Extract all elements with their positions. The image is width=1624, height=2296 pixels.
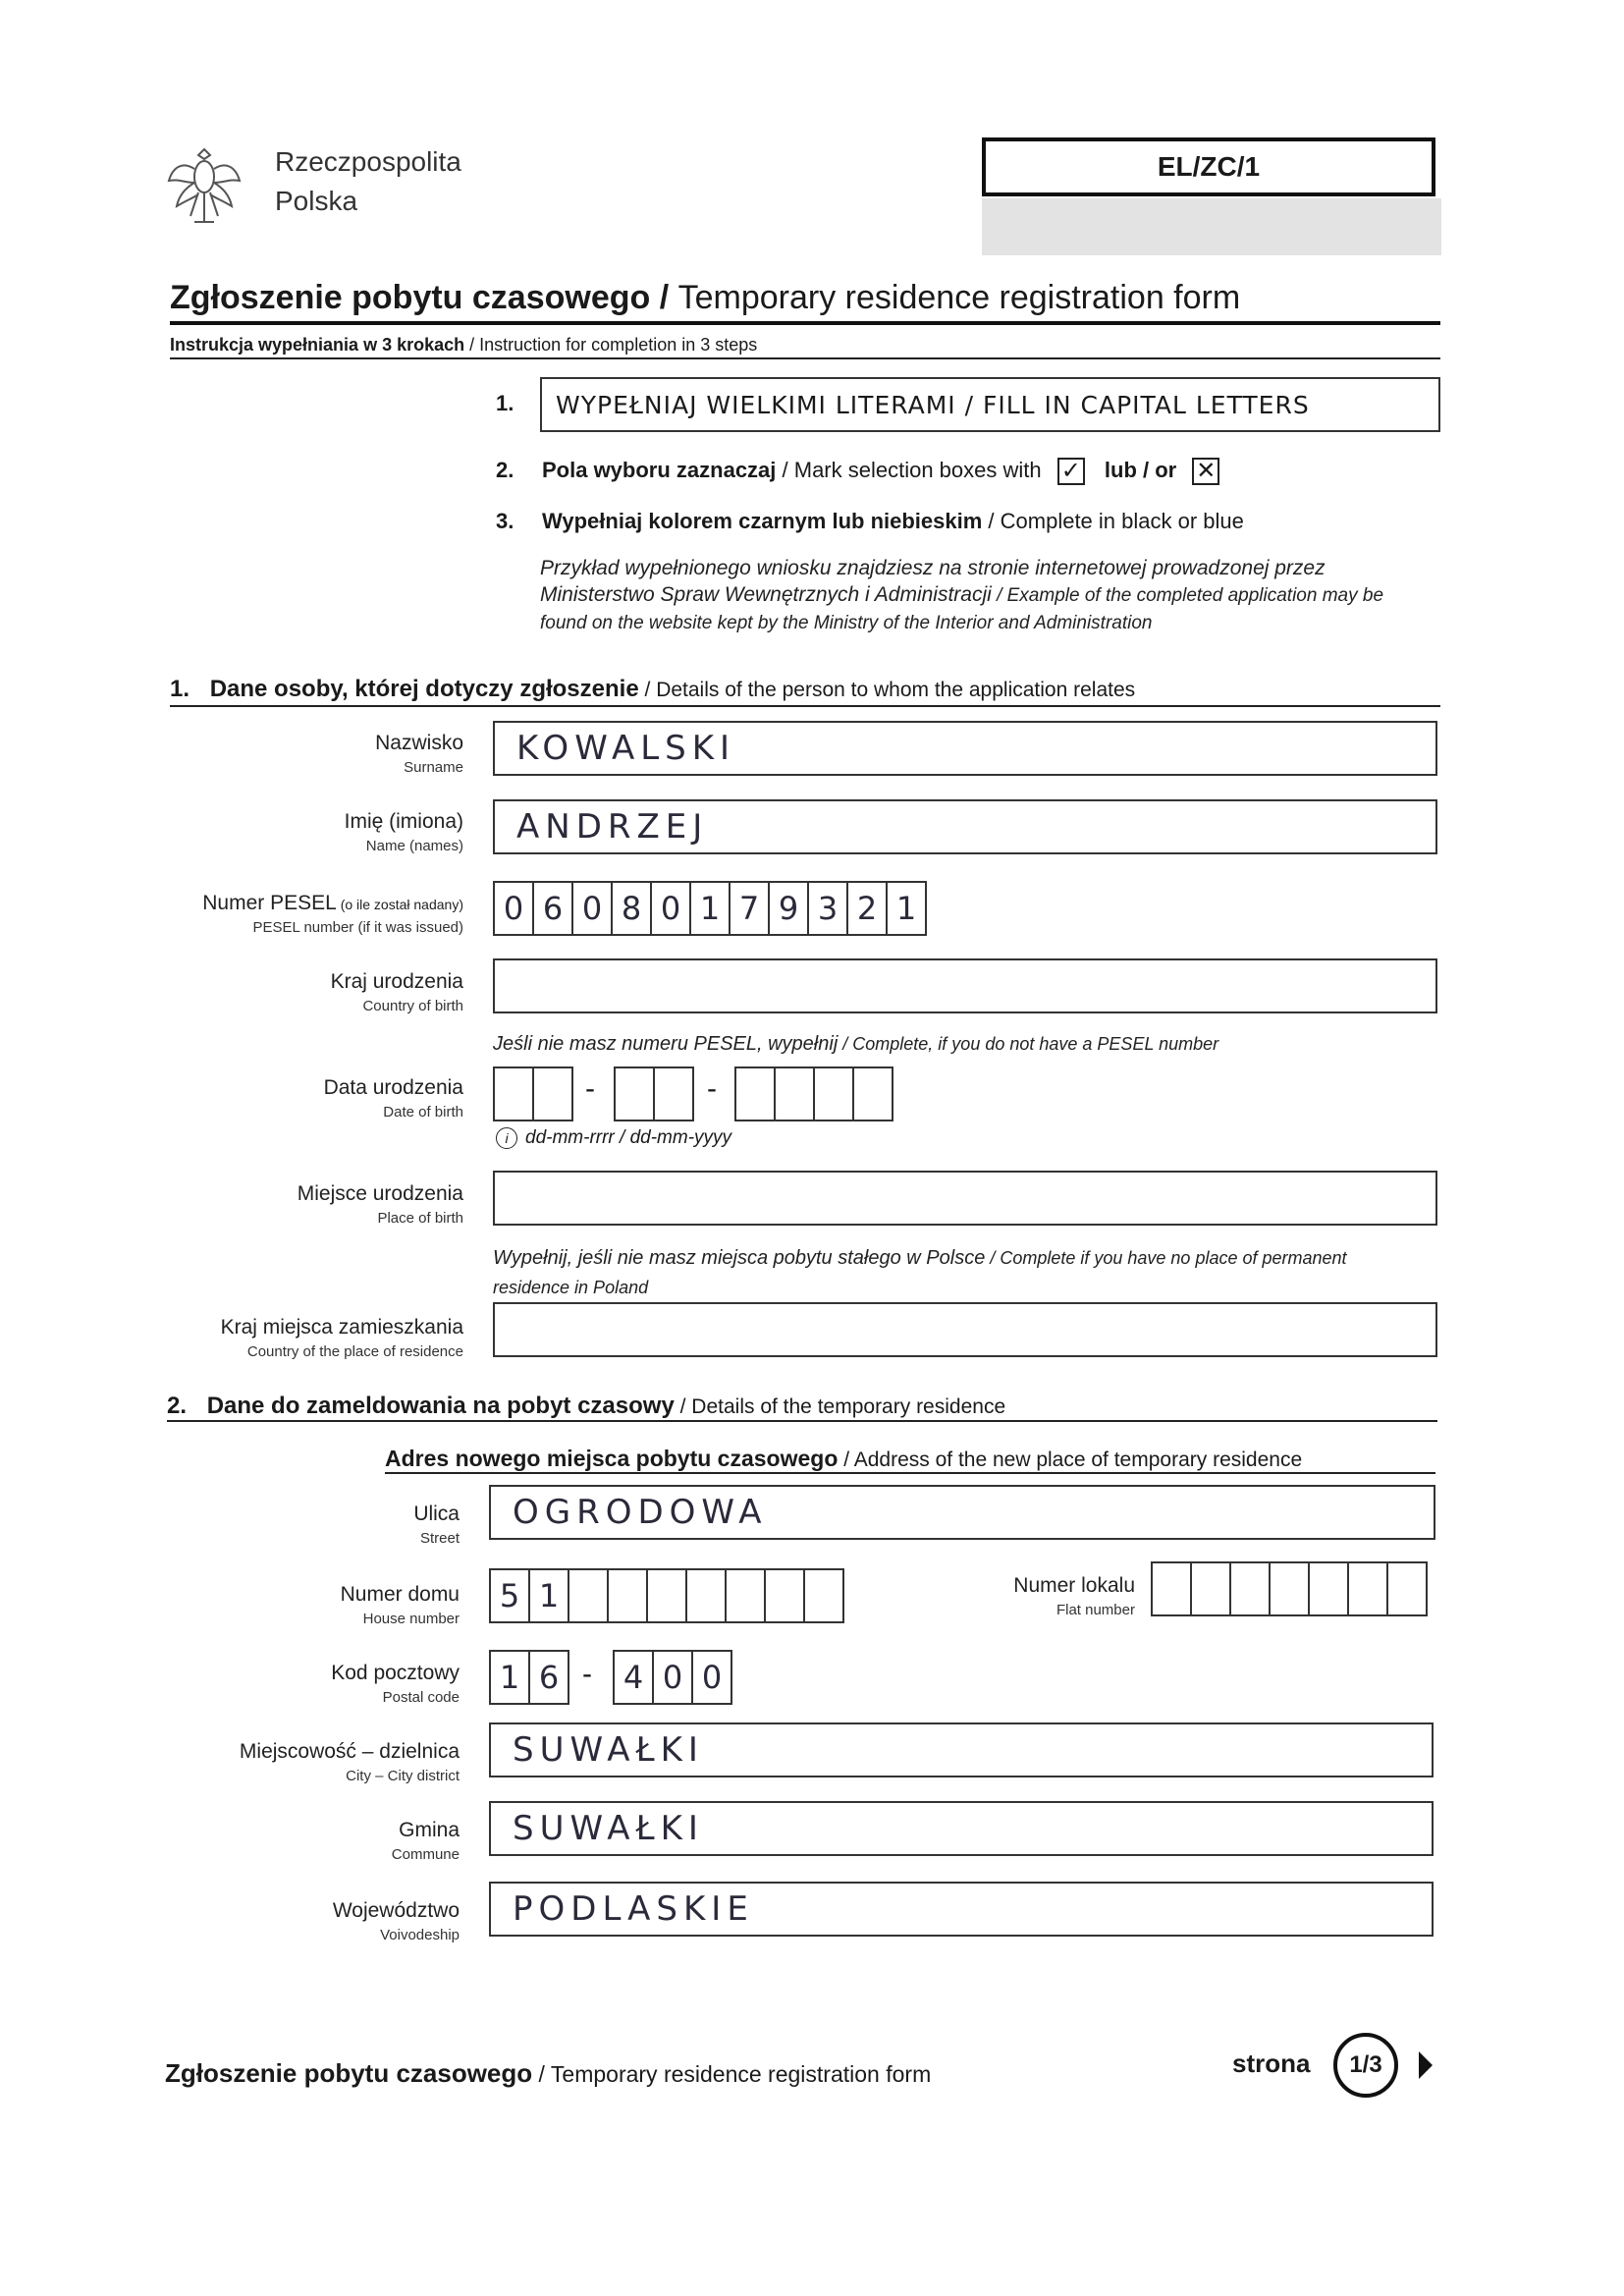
city-label-en: City – City district (346, 1768, 460, 1784)
voivodeship-label (165, 1899, 460, 1943)
commune-label-en: Commune (391, 1846, 460, 1863)
postal-code-label-en: Postal code (382, 1689, 460, 1706)
postal-code-label (165, 1662, 460, 1706)
example-note-en: / Example of the completed application may be found on the website kept by the Ministry of the Interior and Administration (540, 585, 1384, 633)
form-title (170, 279, 1240, 317)
commune-label (165, 1819, 460, 1863)
pesel-digit[interactable]: 8 (613, 883, 652, 934)
names-value: ANDRZEJ (516, 807, 709, 847)
birth-day-cells[interactable] (493, 1066, 573, 1121)
house-digit[interactable] (766, 1570, 805, 1621)
date-cell[interactable] (616, 1068, 655, 1120)
example-note (540, 555, 1434, 636)
section-2-number: 2. (167, 1393, 188, 1419)
date-format-hint (496, 1127, 731, 1149)
instructions-heading-pl: Instrukcja wypełniania w 3 krokach (170, 335, 465, 355)
instructions-heading-en: / Instruction for completion in 3 steps (464, 335, 758, 355)
names-field[interactable] (493, 799, 1437, 854)
place-birth-label-en: Place of birth (377, 1210, 463, 1227)
street-label (165, 1503, 460, 1547)
date-format-text: dd-mm-rrrr / dd-mm-yyyy (525, 1127, 732, 1148)
form-code-box (982, 137, 1435, 196)
no-residence-note (493, 1243, 1347, 1302)
pesel-label-pl-small: (o ile został nadany) (336, 897, 463, 912)
names-label-pl: Imię (imiona) (344, 810, 463, 833)
date-cell[interactable] (776, 1068, 815, 1120)
postal-code-cells-b[interactable] (613, 1650, 732, 1705)
cross-glyph: ✕ (1196, 458, 1217, 485)
country-residence-label-en: Country of the place of residence (246, 1343, 463, 1360)
date-birth-label (169, 1076, 463, 1121)
house-digit[interactable] (569, 1570, 609, 1621)
page-indicator (1333, 2033, 1398, 2098)
house-digit[interactable] (648, 1570, 687, 1621)
no-residence-note-en2: residence in Poland (493, 1278, 649, 1297)
flat-digit[interactable] (1192, 1563, 1231, 1614)
page-label: strona (1232, 2049, 1311, 2078)
date-cell[interactable] (655, 1068, 694, 1120)
instructions-heading (170, 335, 757, 355)
surname-label (169, 732, 463, 776)
country-line1: Rzeczpospolita (275, 146, 461, 177)
country-birth-label (169, 970, 463, 1014)
no-residence-note-en: / Complete if you have no place of permanent (985, 1248, 1347, 1268)
pesel-label (71, 892, 463, 936)
form-title-pl: Zgłoszenie pobytu czasowego (170, 279, 651, 316)
section-2-title-pl: Dane do zameldowania na pobyt czasowy (206, 1393, 675, 1419)
step-2-number: 2. (496, 458, 514, 482)
footer-title (165, 2058, 931, 2089)
pesel-digit[interactable]: 1 (888, 883, 927, 934)
step-3-bold: Wypełniaj kolorem czarnym lub niebieskim (542, 509, 983, 533)
flat-number-label-pl: Numer lokalu (1013, 1574, 1135, 1597)
city-label-pl: Miejscowość – dzielnica (239, 1740, 460, 1763)
surname-label-en: Surname (404, 759, 463, 776)
country-residence-label-pl: Kraj miejsca zamieszkania (220, 1316, 463, 1339)
step-2-text (542, 458, 1219, 485)
pesel-digit[interactable]: 0 (652, 883, 691, 934)
house-number-label (165, 1583, 460, 1627)
postal-dash: - (582, 1658, 592, 1690)
pesel-label-en: PESEL number (if it was issued) (252, 919, 463, 936)
no-residence-note-pl: Wypełnij, jeśli nie masz miejsca pobytu stałego w Polsce (493, 1247, 986, 1269)
street-field[interactable] (489, 1485, 1435, 1540)
postal-code-cells-a[interactable] (489, 1650, 569, 1705)
instructions-rule (170, 357, 1440, 359)
date-cell[interactable] (736, 1068, 776, 1120)
postal-digit[interactable]: 0 (693, 1652, 732, 1703)
surname-value: KOWALSKI (516, 729, 736, 768)
country-birth-field[interactable] (493, 958, 1437, 1013)
section-2-heading (167, 1393, 1005, 1420)
step-3-text (542, 509, 1244, 534)
house-digit[interactable]: 1 (530, 1570, 569, 1621)
house-number-cells[interactable] (489, 1568, 844, 1623)
street-value: OGRODOWA (513, 1493, 768, 1532)
flat-digit[interactable] (1271, 1563, 1310, 1614)
postal-digit[interactable]: 0 (654, 1652, 693, 1703)
no-pesel-note (493, 1033, 1218, 1056)
country-birth-label-en: Country of birth (362, 998, 463, 1014)
birth-year-cells[interactable] (734, 1066, 893, 1121)
address-subheading (385, 1446, 1302, 1472)
pesel-digit[interactable]: 0 (495, 883, 534, 934)
country-line2: Polska (275, 186, 358, 216)
checkmark-box-icon (1057, 458, 1085, 485)
voivodeship-value: PODLASKIE (513, 1889, 754, 1929)
country-name (275, 142, 461, 221)
postal-digit[interactable]: 4 (615, 1652, 654, 1703)
flat-number-cells[interactable] (1151, 1561, 1428, 1616)
house-number-label-pl: Numer domu (340, 1583, 460, 1606)
section-1-title-pl: Dane osoby, której dotyczy zgłoszenie (209, 676, 639, 702)
place-birth-label-pl: Miejsce urodzenia (297, 1182, 463, 1205)
date-dash: - (585, 1072, 595, 1105)
address-subheading-en: / Address of the new place of temporary residence (838, 1449, 1303, 1471)
street-label-pl: Ulica (413, 1503, 460, 1525)
pesel-cells[interactable] (493, 881, 927, 936)
date-dash: - (707, 1072, 717, 1105)
place-birth-label (169, 1182, 463, 1227)
address-subheading-rule (385, 1472, 1435, 1474)
names-label-en: Name (names) (365, 838, 463, 854)
commune-label-pl: Gmina (399, 1819, 460, 1841)
address-subheading-pl: Adres nowego miejsca pobytu czasowego (385, 1446, 839, 1471)
city-field[interactable] (489, 1722, 1434, 1777)
house-digit[interactable] (805, 1570, 844, 1621)
house-digit[interactable]: 5 (491, 1570, 530, 1621)
flat-digit[interactable] (1388, 1563, 1428, 1614)
section-1-number: 1. (170, 676, 190, 702)
pesel-digit[interactable]: 6 (534, 883, 573, 934)
pesel-label-pl-wrap (71, 892, 463, 915)
pesel-digit[interactable]: 2 (848, 883, 888, 934)
surname-label-pl: Nazwisko (375, 732, 463, 754)
polish-eagle-emblem-icon (165, 137, 244, 236)
checkmark-glyph: ✓ (1060, 458, 1081, 485)
house-digit[interactable] (609, 1570, 648, 1621)
step-3-rest: / Complete in black or blue (982, 509, 1244, 533)
surname-field[interactable] (493, 721, 1437, 776)
postal-code-label-pl: Kod pocztowy (331, 1662, 460, 1684)
country-birth-label-pl: Kraj urodzenia (330, 970, 463, 993)
step-1-number: 1. (496, 391, 514, 415)
commune-field[interactable] (489, 1801, 1434, 1856)
no-pesel-note-en: / Complete, if you do not have a PESEL number (838, 1034, 1219, 1054)
pesel-digit[interactable]: 3 (809, 883, 848, 934)
page-number: 1/3 (1349, 2051, 1382, 2078)
voivodeship-label-en: Voivodeship (380, 1927, 460, 1943)
date-birth-label-en: Date of birth (383, 1104, 463, 1121)
flat-number-label-en: Flat number (1056, 1602, 1135, 1618)
house-number-label-en: House number (362, 1611, 460, 1627)
section-1-heading (170, 676, 1135, 703)
postal-digit[interactable]: 1 (491, 1652, 530, 1703)
footer-title-pl: Zgłoszenie pobytu czasowego (165, 2058, 533, 2088)
form-title-en: Temporary residence registration form (677, 279, 1241, 316)
place-birth-field[interactable] (493, 1171, 1437, 1226)
date-cell[interactable] (815, 1068, 854, 1120)
date-cell[interactable] (534, 1068, 573, 1120)
step-1-text: WYPEŁNIAJ WIELKIMI LITERAMI / FILL IN CAPITAL LETTERS (556, 390, 1310, 419)
pesel-digit[interactable]: 1 (691, 883, 731, 934)
form-title-sep: / (650, 279, 678, 316)
flat-digit[interactable] (1349, 1563, 1388, 1614)
section-2-title-en: / Details of the temporary residence (674, 1395, 1006, 1418)
info-icon: i (496, 1127, 517, 1149)
section-1-title-en: / Details of the person to whom the application relates (638, 679, 1136, 701)
footer-title-en: / Temporary residence registration form (532, 2061, 932, 2087)
house-digit[interactable] (727, 1570, 766, 1621)
names-label (169, 810, 463, 854)
step-2-rest: / Mark selection boxes with (776, 458, 1042, 482)
street-label-en: Street (419, 1530, 460, 1547)
next-page-arrow-icon[interactable] (1419, 2051, 1433, 2079)
city-label (165, 1740, 460, 1784)
step-2-bold: Pola wyboru zaznaczaj (542, 458, 777, 482)
title-rule (170, 321, 1440, 325)
flat-digit[interactable] (1153, 1563, 1192, 1614)
city-value: SUWAŁKI (513, 1730, 704, 1770)
pesel-digit[interactable]: 0 (573, 883, 613, 934)
date-cell[interactable] (495, 1068, 534, 1120)
example-note-pl: Przykład wypełnionego wniosku znajdziesz na stronie internetowej prowadzonej przez Ministerstwo Spraw Wewnętrznych i Administracji (540, 557, 1326, 606)
step-2-or: lub / or (1104, 458, 1177, 482)
postal-digit[interactable]: 6 (530, 1652, 569, 1703)
section-1-rule (170, 705, 1440, 707)
form-code: EL/ZC/1 (1157, 151, 1261, 182)
country-residence-label (71, 1316, 463, 1360)
pesel-digit[interactable]: 7 (731, 883, 770, 934)
date-cell[interactable] (854, 1068, 893, 1120)
voivodeship-label-pl: Województwo (332, 1899, 460, 1922)
flat-digit[interactable] (1310, 1563, 1349, 1614)
section-2-rule (167, 1420, 1437, 1422)
birth-month-cells[interactable] (614, 1066, 694, 1121)
scan-shadow (982, 198, 1441, 255)
cross-box-icon (1192, 458, 1219, 485)
no-pesel-note-pl: Jeśli nie masz numeru PESEL, wypełnij (493, 1033, 839, 1055)
country-residence-field[interactable] (493, 1302, 1437, 1357)
voivodeship-field[interactable] (489, 1882, 1434, 1937)
commune-value: SUWAŁKI (513, 1809, 704, 1848)
step-3-number: 3. (496, 509, 514, 533)
date-birth-label-pl: Data urodzenia (323, 1076, 463, 1099)
pesel-label-pl: Numer PESEL (202, 892, 337, 914)
pesel-digit[interactable]: 9 (770, 883, 809, 934)
flat-number-label (840, 1574, 1135, 1618)
house-digit[interactable] (687, 1570, 727, 1621)
step-1-box (540, 377, 1440, 432)
flat-digit[interactable] (1231, 1563, 1271, 1614)
